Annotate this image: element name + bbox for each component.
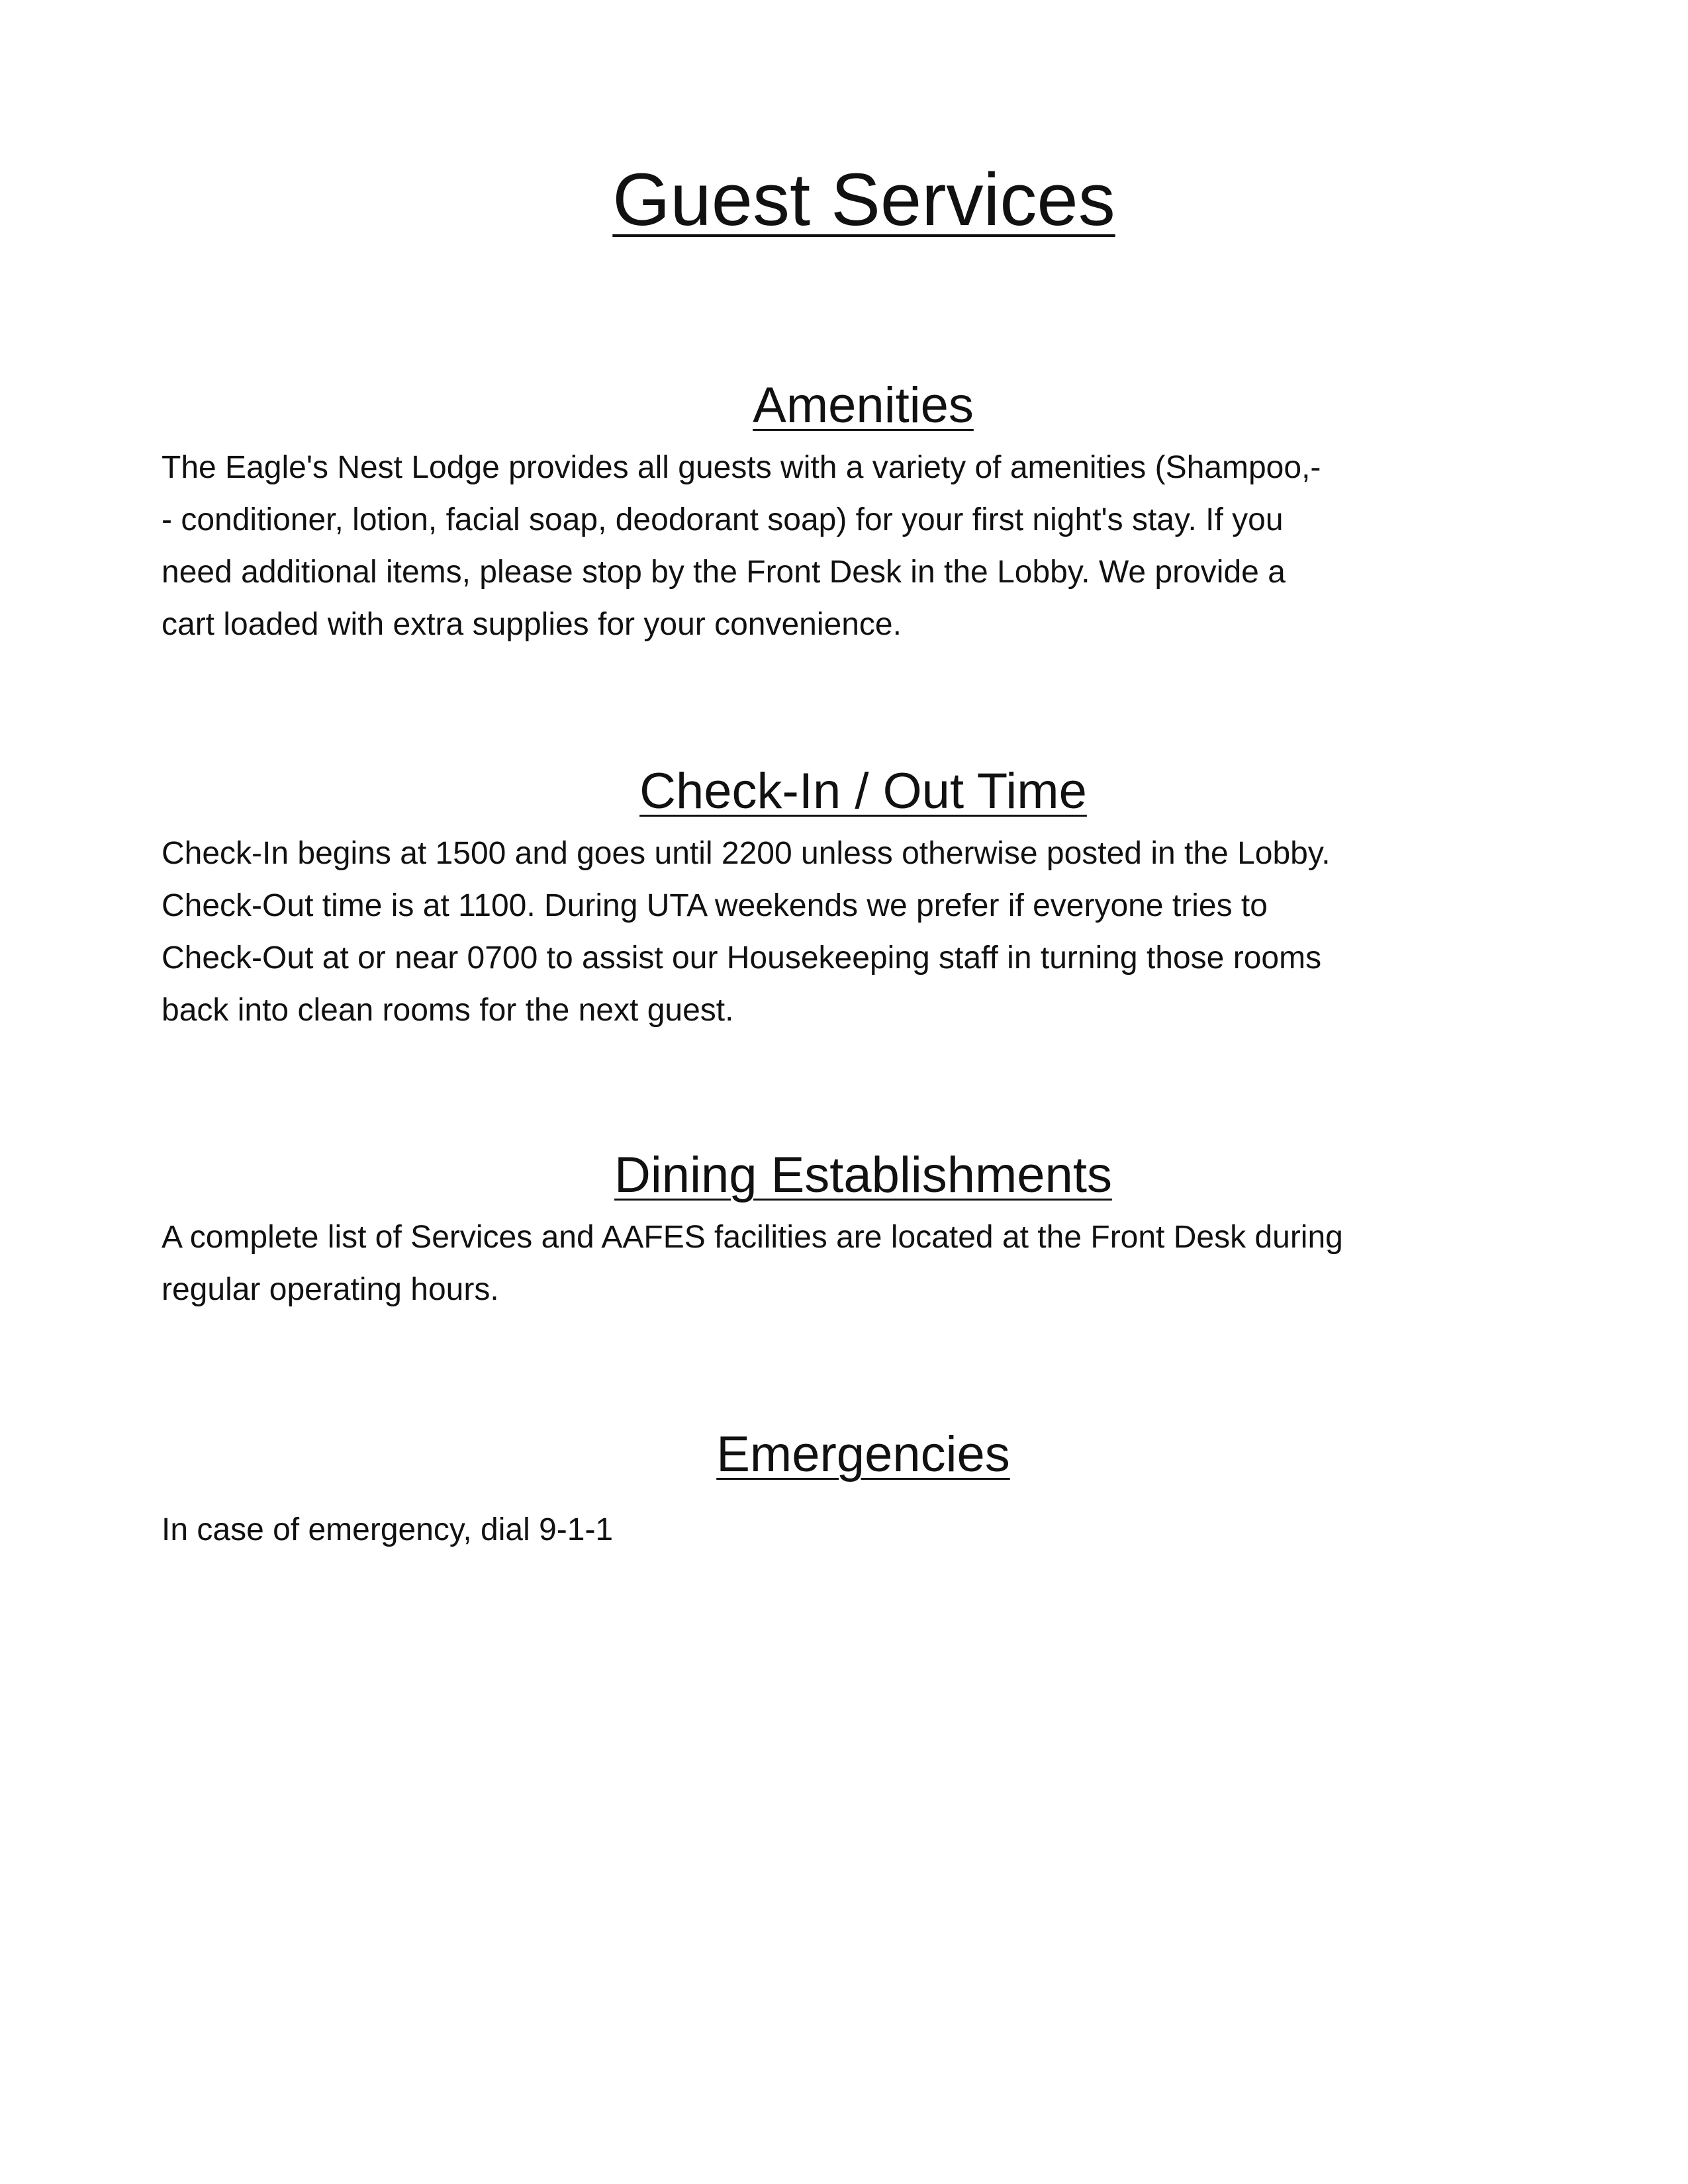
section-body-check-in-out: Check-In begins at 1500 and goes until 2200 unless otherwise posted in the Lobby. Check-Out time is at 1100. During UTA weekends we prefer if everyone tries to Check-Out at or near 0700 to assist our Housekeeping staff in turning those rooms back into clean rooms for the next guest. (162, 836, 1331, 1028)
section-dining (162, 1144, 1512, 1316)
section-body-dining: A complete list of Services and AAFES facilities are located at the Front Desk during regular operating hours. (162, 1220, 1343, 1307)
section-heading-amenities: Amenities (753, 377, 974, 433)
section-body-amenities: The Eagle's Nest Lodge provides all guests with a variety of amenities (Shampoo,- - conditioner, lotion, facial soap, deodorant soap) for your first night's stay. If you need additional items, please stop by the Front Desk in the Lobby. We provide a cart loaded with extra supplies for your convenience. (162, 450, 1321, 642)
section-heading-emergencies: Emergencies (716, 1426, 1010, 1482)
section-emergencies (162, 1423, 1512, 1556)
section-heading-check-in-out: Check-In / Out Time (639, 763, 1087, 819)
section-check-in-out (162, 760, 1512, 1036)
page-title: Guest Services (612, 158, 1115, 241)
section-body-emergencies: In case of emergency, dial 9-1-1 (162, 1512, 614, 1547)
section-heading-dining: Dining Establishments (614, 1147, 1112, 1203)
section-amenities (162, 374, 1512, 651)
